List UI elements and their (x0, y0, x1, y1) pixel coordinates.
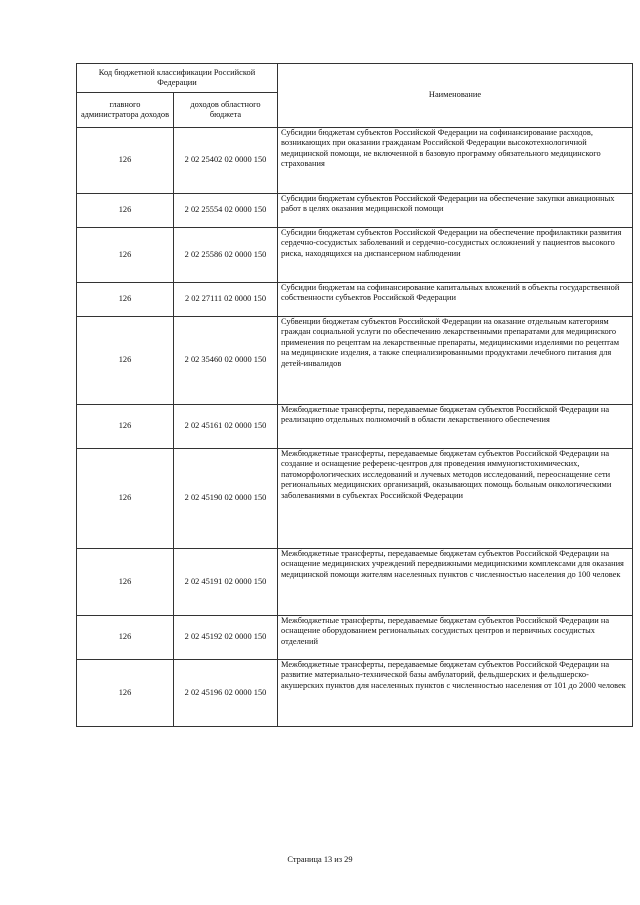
income-name: Межбюджетные трансферты, передаваемые бюджетам субъектов Российской Федерации на развитие материально-технической базы амбулаторий, фельдшерских и фельдшерско-акушерских пунктов для населенных пунктов с численностью населения от 101 до 2000 человек (278, 660, 633, 727)
table-row (77, 660, 633, 727)
table-row (77, 405, 633, 449)
budget-classification-table (76, 63, 633, 727)
table-row (77, 549, 633, 616)
income-name: Субсидии бюджетам субъектов Российской Федерации на обеспечение профилактики развития сердечно-сосудистых заболеваний и сердечно-сосудистых осложнений у пациентов высокого риска, находящихся на диспансерном наблюдении (278, 228, 633, 283)
income-code: 2 02 45161 02 0000 150 (174, 405, 278, 449)
income-name: Межбюджетные трансферты, передаваемые бюджетам субъектов Российской Федерации на оснащение медицинских учреждений передвижными медицинскими комплексами для оказания медицинской помощи жителям населенных пунктов с численностью населения до 100 человек (278, 549, 633, 616)
income-code: 2 02 45196 02 0000 150 (174, 660, 278, 727)
header-name: Наименование (278, 64, 633, 128)
income-code: 2 02 45191 02 0000 150 (174, 549, 278, 616)
income-name: Межбюджетные трансферты, передаваемые бюджетам субъектов Российской Федерации на создание и оснащение референс-центров для проведения иммуногистохимических, патоморфологических исследований и лучевых методов исследований, переоснащение сети региональных медицинских организаций, оказывающих помощь больным онкологическими заболеваниями в субъектах Российской Федерации (278, 449, 633, 549)
table-row (77, 449, 633, 549)
income-name: Субсидии бюджетам субъектов Российской Федерации на обеспечение закупки авиационных работ в целях оказания медицинской помощи (278, 194, 633, 228)
admin-code: 126 (77, 317, 174, 405)
income-code: 2 02 25554 02 0000 150 (174, 194, 278, 228)
income-code: 2 02 45190 02 0000 150 (174, 449, 278, 549)
admin-code: 126 (77, 283, 174, 317)
table-row (77, 228, 633, 283)
income-code: 2 02 35460 02 0000 150 (174, 317, 278, 405)
admin-code: 126 (77, 128, 174, 194)
income-code: 2 02 27111 02 0000 150 (174, 283, 278, 317)
income-name: Межбюджетные трансферты, передаваемые бюджетам субъектов Российской Федерации на оснащение оборудованием региональных сосудистых центров и первичных сосудистых отделений (278, 616, 633, 660)
income-code: 2 02 45192 02 0000 150 (174, 616, 278, 660)
income-name: Межбюджетные трансферты, передаваемые бюджетам субъектов Российской Федерации на реализацию отдельных полномочий в области лекарственного обеспечения (278, 405, 633, 449)
page-number: Страница 13 из 29 (287, 855, 353, 864)
table-row (77, 194, 633, 228)
admin-code: 126 (77, 405, 174, 449)
header-classification: Код бюджетной классификации Российской Федерации (77, 64, 278, 93)
admin-code: 126 (77, 194, 174, 228)
header-admin: главного администратора доходов (77, 93, 174, 128)
income-code: 2 02 25402 02 0000 150 (174, 128, 278, 194)
admin-code: 126 (77, 660, 174, 727)
income-name: Субсидии бюджетам субъектов Российской Федерации на софинансирование расходов, возникающих при оказании гражданам Российской Федерации высокотехнологичной медицинской помощи, не включенной в базовую программу обязательного медицинского страхования (278, 128, 633, 194)
table-row (77, 616, 633, 660)
table-row (77, 317, 633, 405)
admin-code: 126 (77, 449, 174, 549)
header-income: доходов областного бюджета (174, 93, 278, 128)
admin-code: 126 (77, 228, 174, 283)
income-name: Субвенции бюджетам субъектов Российской Федерации на оказание отдельным категориям граждан социальной услуги по обеспечению лекарственными препаратами для медицинского применения по рецептам на лекарственные препараты, медицинскими изделиями по рецептам на медицинские изделия, а также специализированными продуктами лечебного питания для детей-инвалидов (278, 317, 633, 405)
table-row (77, 283, 633, 317)
admin-code: 126 (77, 549, 174, 616)
admin-code: 126 (77, 616, 174, 660)
income-code: 2 02 25586 02 0000 150 (174, 228, 278, 283)
table-row (77, 128, 633, 194)
income-name: Субсидии бюджетам на софинансирование капитальных вложений в объекты государственной собственности субъектов Российской Федерации (278, 283, 633, 317)
